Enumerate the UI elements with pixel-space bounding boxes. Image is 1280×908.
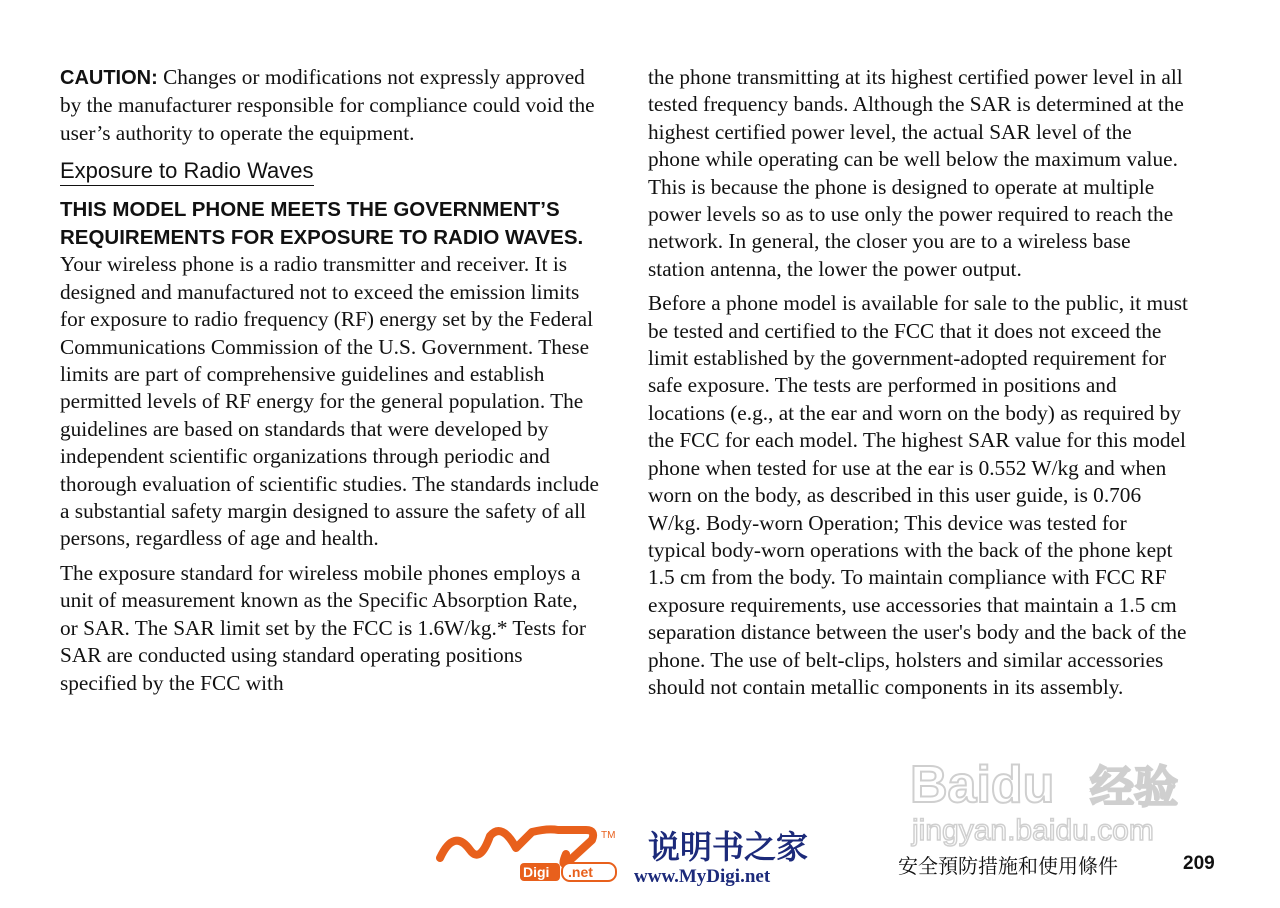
- right-column: [648, 64, 1188, 701]
- body-paragraph-3: the phone transmitting at its highest certified power level in all tested frequency bands. Although the SAR is determined at the highest certified power level, the actual SAR level of the phone while operating can be well below the maximum value. This is because the phone is designed to operate at multiple power levels so as to use only the power required to reach the network. In general, the closer you are to a wireless base station antenna, the lower the power output.: [648, 65, 1184, 281]
- logo-brand: Digi: [523, 864, 550, 880]
- mydigi-logo: [436, 824, 846, 888]
- caution-text: Changes or modifications not expressly approved by the manufacturer responsible for compliance could void the user’s authority to operate the equipment.: [60, 65, 595, 145]
- watermark-url: jingyan.baidu.com: [912, 814, 1154, 847]
- watermark-brand: Baidu: [910, 756, 1055, 814]
- logo-cn-title: 说明书之家: [648, 828, 809, 866]
- requirements-heading: THIS MODEL PHONE MEETS THE GOVERNMENT’S REQUIREMENTS FOR EXPOSURE TO RADIO WAVES.: [60, 198, 584, 249]
- body-paragraph-2: The exposure standard for wireless mobile phones employs a unit of measurement known as the Specific Absorption Rate, or SAR. The SAR limit set by the FCC is 1.6W/kg.* Tests for SAR are conducted using standard operating positions specified by the FCC with: [60, 560, 587, 695]
- watermark-cn: 经验: [1090, 762, 1178, 813]
- body-paragraph-4: Before a phone model is available for sale to the public, it must be tested and certified to the FCC that it does not exceed the limit established by the government-adopted requirement for safe exposure. The tests are performed in positions and locations (e.g., at the ear and worn on the body) as required by the FCC for each model. The highest SAR value for this model phone when tested for use at the ear is 0.552 W/kg and when worn on the body, as described in this user guide, is 0.706 W/kg. Body-worn Operation; This device was tested for typical body-worn operations with the back of the phone kept 1.5 cm from the body. To maintain compliance with FCC RF exposure requirements, use accessories that maintain a 1.5 cm separation distance between the user's body and the back of the phone. The use of belt-clips, holsters and similar accessories should not contain metallic components in its assembly.: [648, 291, 1188, 699]
- logo-tm: TM: [601, 830, 616, 841]
- section-title: Exposure to Radio Waves: [60, 157, 314, 186]
- logo-swoosh-icon: [440, 829, 593, 863]
- caution-paragraph: [60, 64, 600, 147]
- caution-label: CAUTION:: [60, 67, 158, 89]
- logo-url: www.MyDigi.net: [634, 866, 771, 887]
- page-number: 209: [1183, 853, 1215, 874]
- chapter-title: 安全預防措施和使用條件: [898, 854, 1118, 878]
- body-paragraph-1: Your wireless phone is a radio transmitter and receiver. It is designed and manufactured not to exceed the emission limits for exposure to radio frequency (RF) energy set by the Federal Communications Commission of the U.S. Government. These limits are part of comprehensive guidelines and establish permitted levels of RF energy for the general population. The guidelines are based on standards that were developed by independent scientific organizations through periodic and thorough evaluation of scientific studies. The standards include a substantial safety margin designed to assure the safety of all persons, regardless of age and health.: [60, 252, 599, 551]
- baidu-watermark: [900, 740, 1210, 850]
- left-column: [60, 64, 600, 697]
- logo-net: .net: [568, 864, 593, 880]
